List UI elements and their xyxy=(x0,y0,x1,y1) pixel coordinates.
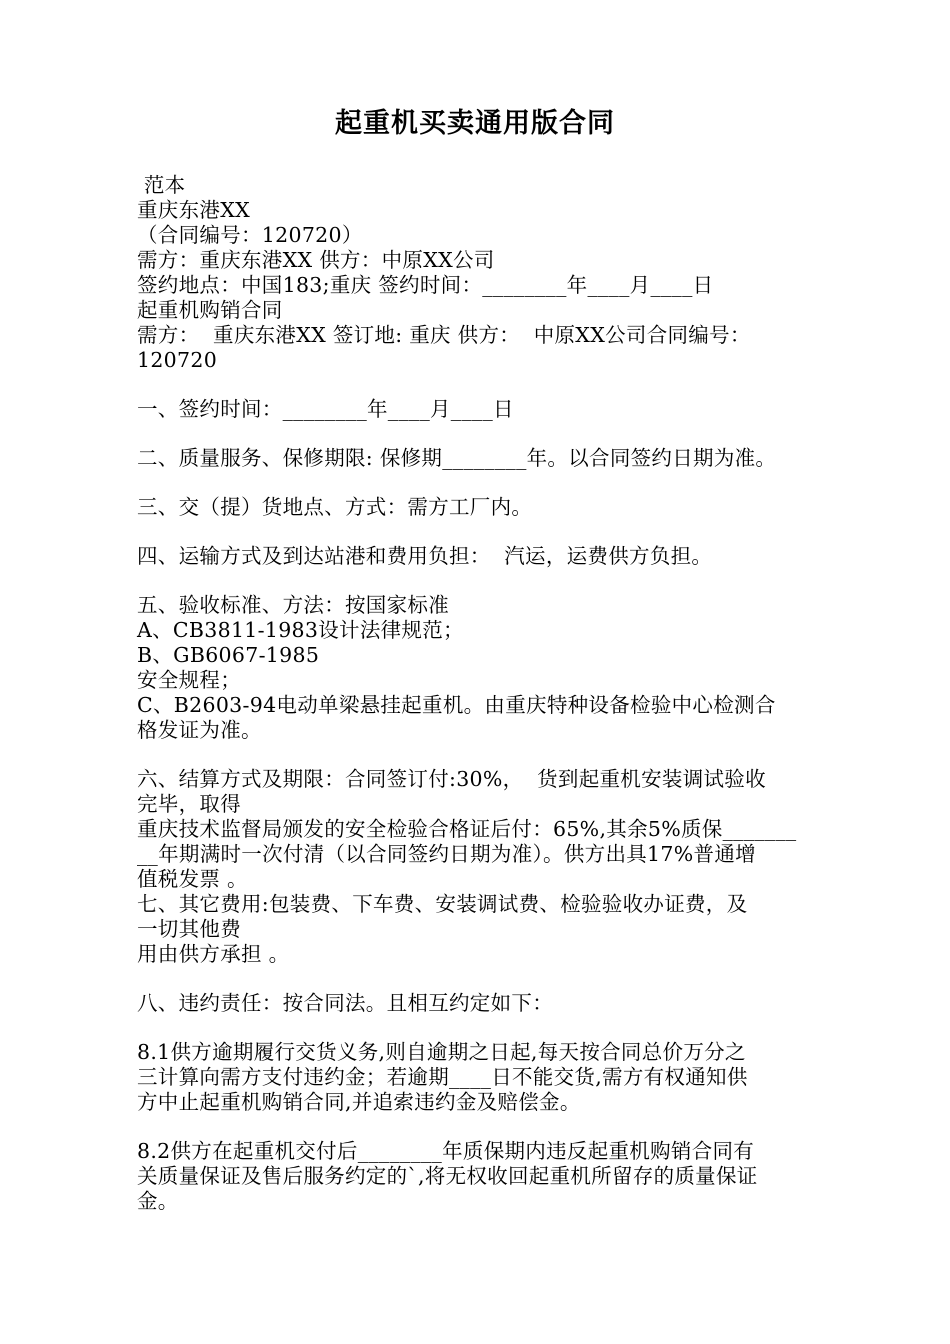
blank-line xyxy=(137,520,817,544)
blank-line xyxy=(137,422,817,446)
body-line: 方中止起重机购销合同,并追索违约金及赔偿金。 xyxy=(137,1090,581,1114)
body-line: A、CB3811-1983设计法律规范； xyxy=(137,618,464,642)
body-line: 七、其它费用:包装费、下车费、安装调试费、检验验收办证费，及 xyxy=(137,892,748,916)
body-line: 8.1供方逾期履行交货义务,则自逾期之日起,每天按合同总价万分之 xyxy=(137,1040,746,1064)
body-line: 起重机购销合同 xyxy=(137,298,283,322)
body-line: 格发证为准。 xyxy=(137,718,262,742)
body-line: 四、运输方式及到达站港和费用负担： 汽运，运费供方负担。 xyxy=(137,544,713,568)
body-line: 金。 xyxy=(137,1189,179,1213)
body-line: B、GB6067-1985 xyxy=(137,643,320,667)
blank-line xyxy=(137,569,817,593)
body-line: 安全规程； xyxy=(137,668,241,692)
body-line: 用由供方承担 。 xyxy=(137,942,290,966)
body-line: 签约地点：中国183;重庆 签约时间：________年____月____日 xyxy=(137,273,714,297)
blank-line xyxy=(137,471,817,495)
blank-line xyxy=(137,1115,817,1139)
body-line: 三、交（提）货地点、方式：需方工厂内。 xyxy=(137,495,533,519)
body-line: __年期满时一次付清（以合同签约日期为准）。供方出具17%普通增 xyxy=(137,842,756,866)
body-line: 一切其他费 xyxy=(137,917,241,941)
body-line: 需方： 重庆东港XX 签订地: 重庆 供方： 中原XX公司合同编号： xyxy=(137,323,751,347)
body-line: 二、质量服务、保修期限: 保修期________年。以合同签约日期为准。 xyxy=(137,446,777,470)
blank-line xyxy=(137,743,817,767)
body-line: 值税发票 。 xyxy=(137,867,248,891)
body-line: 需方：重庆东港XX 供方：中原XX公司 xyxy=(137,248,495,272)
document-title: 起重机买卖通用版合同 xyxy=(335,108,615,139)
body-line: 五、验收标准、方法：按国家标准 xyxy=(137,593,449,617)
body-line: 完毕，取得 xyxy=(137,792,241,816)
body-line: 八、违约责任：按合同法。且相互约定如下： xyxy=(137,991,553,1015)
blank-line xyxy=(137,1016,817,1040)
body-line: 120720 xyxy=(137,348,218,372)
body-line: （合同编号：120720） xyxy=(137,223,363,247)
body-line: 三计算向需方支付违约金；若逾期____日不能交货,需方有权通知供 xyxy=(137,1065,748,1089)
body-line: 重庆东港XX xyxy=(137,198,250,222)
body-line: C、B2603-94电动单梁悬挂起重机。由重庆特种设备检验中心检测合 xyxy=(137,693,776,717)
body-line: 范本 xyxy=(137,173,186,197)
body-line: 六、结算方式及期限：合同签订付:30%， 货到起重机安装调试验收 xyxy=(137,767,766,791)
blank-line xyxy=(137,967,817,991)
body-line: 8.2供方在起重机交付后________年质保期内违反起重机购销合同有 xyxy=(137,1139,755,1163)
body-line: 关质量保证及售后服务约定的`,将无权收回起重机所留存的质量保证 xyxy=(137,1164,758,1188)
blank-line xyxy=(137,373,817,397)
body-line: 重庆技术监督局颁发的安全检验合格证后付：65%,其余5%质保_______ xyxy=(137,817,797,841)
body-line: 一、签约时间：________年____月____日 xyxy=(137,397,514,421)
contract-body xyxy=(137,173,817,1214)
